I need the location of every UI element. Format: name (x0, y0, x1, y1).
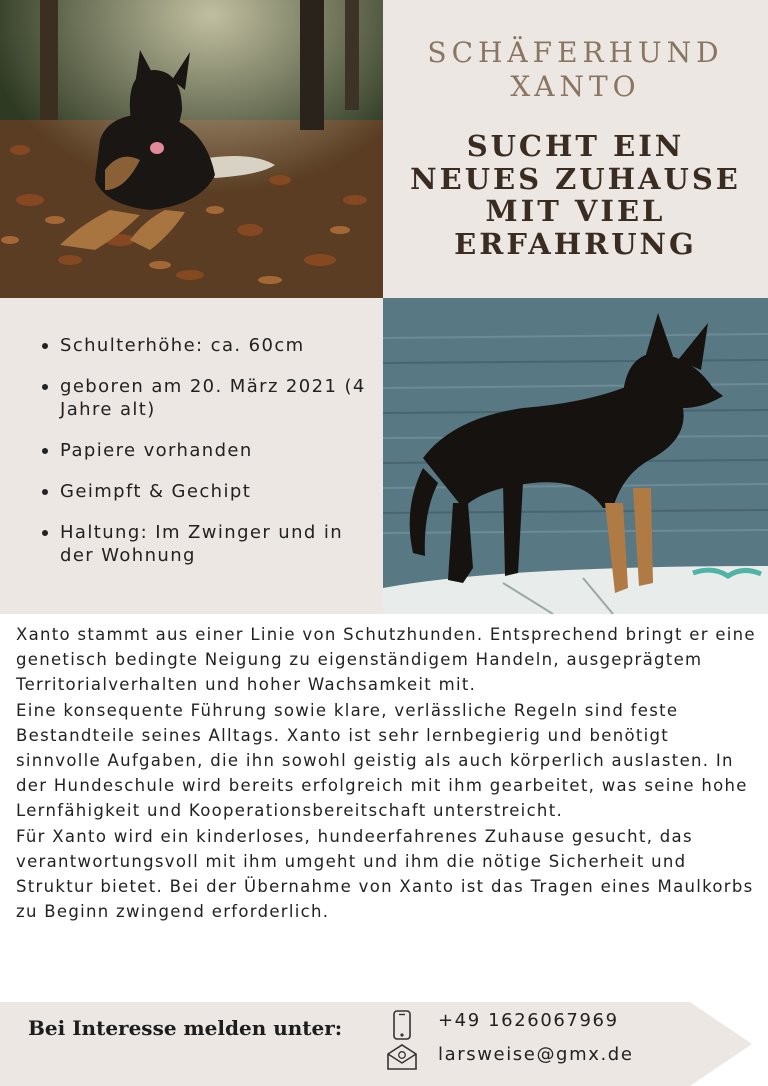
contact-banner (0, 1002, 768, 1086)
dog-name-title (383, 36, 768, 104)
facts-list (40, 334, 370, 585)
headline-line: ERFAHRUNG (454, 226, 697, 261)
email-address[interactable]: larsweise@gmx.de (438, 1044, 634, 1065)
contact-label: Bei Interesse melden unter: (28, 1016, 343, 1040)
description-paragraph: Xanto stammt aus einer Linie von Schutzhunden. Entsprechend bringt er eine genetisch bedingte Neigung zu eigenständigem Handeln, ausgeprägtem Territorialverhalten und hoher Wachsamkeit mit. (16, 625, 756, 695)
fact-item (40, 375, 370, 421)
fact-item (40, 334, 370, 357)
banner-arrow-shape (0, 1002, 768, 1086)
name-line: SCHÄFERHUND (427, 36, 724, 69)
description (16, 622, 756, 924)
headline-line: SUCHT EIN (466, 129, 685, 163)
fact-text: Papiere vorhanden (60, 440, 253, 461)
bullet-icon (42, 384, 48, 390)
fact-text: Haltung: Im Zwinger und in der Wohnung (60, 522, 344, 566)
envelope-at-icon (386, 1044, 418, 1070)
fact-item (40, 521, 370, 567)
phone-number[interactable]: +49 1626067969 (438, 1010, 619, 1031)
headline-line: MIT VIEL (485, 194, 666, 228)
name-line: XANTO (510, 70, 641, 103)
facts-panel (0, 298, 383, 614)
bullet-icon (42, 530, 48, 536)
headline (383, 130, 768, 260)
fact-text: geboren am 20. März 2021 (4 Jahre alt) (60, 376, 366, 420)
dog-photo-forest (0, 0, 383, 298)
fact-text: Schulterhöhe: ca. 60cm (60, 335, 305, 356)
fact-item (40, 439, 370, 462)
description-paragraph: Für Xanto wird ein kinderloses, hundeerfahrenes Zuhause gesucht, das verantwortungsvoll mit ihm umgeht und ihm die nötige Sicherheit und Struktur bietet. Bei der Übernahme von Xanto ist das Tragen eines Maulkorbs zu Beginn zwingend erforderlich. (16, 826, 754, 922)
bullet-icon (42, 448, 48, 454)
phone-icon (392, 1010, 412, 1040)
fact-text: Geimpft & Gechipt (60, 481, 252, 502)
description-paragraph: Eine konsequente Führung sowie klare, verlässliche Regeln sind feste Bestandteile seines Alltags. Xanto ist sehr lernbegierig und benötigt sinnvolle Aufgaben, die ihn sowohl geistig als auch körperlich auslasten. In der Hundeschule wird bereits erfolgreich mit ihm gearbeitet, was seine hohe Lernfähigkeit und Kooperationsbereitschaft unterstreicht. (16, 700, 748, 821)
bullet-icon (42, 489, 48, 495)
headline-line: NEUES ZUHAUSE (410, 161, 741, 196)
fact-item (40, 480, 370, 503)
title-panel (383, 0, 768, 298)
bullet-icon (42, 343, 48, 349)
dog-photo-water (383, 298, 768, 614)
